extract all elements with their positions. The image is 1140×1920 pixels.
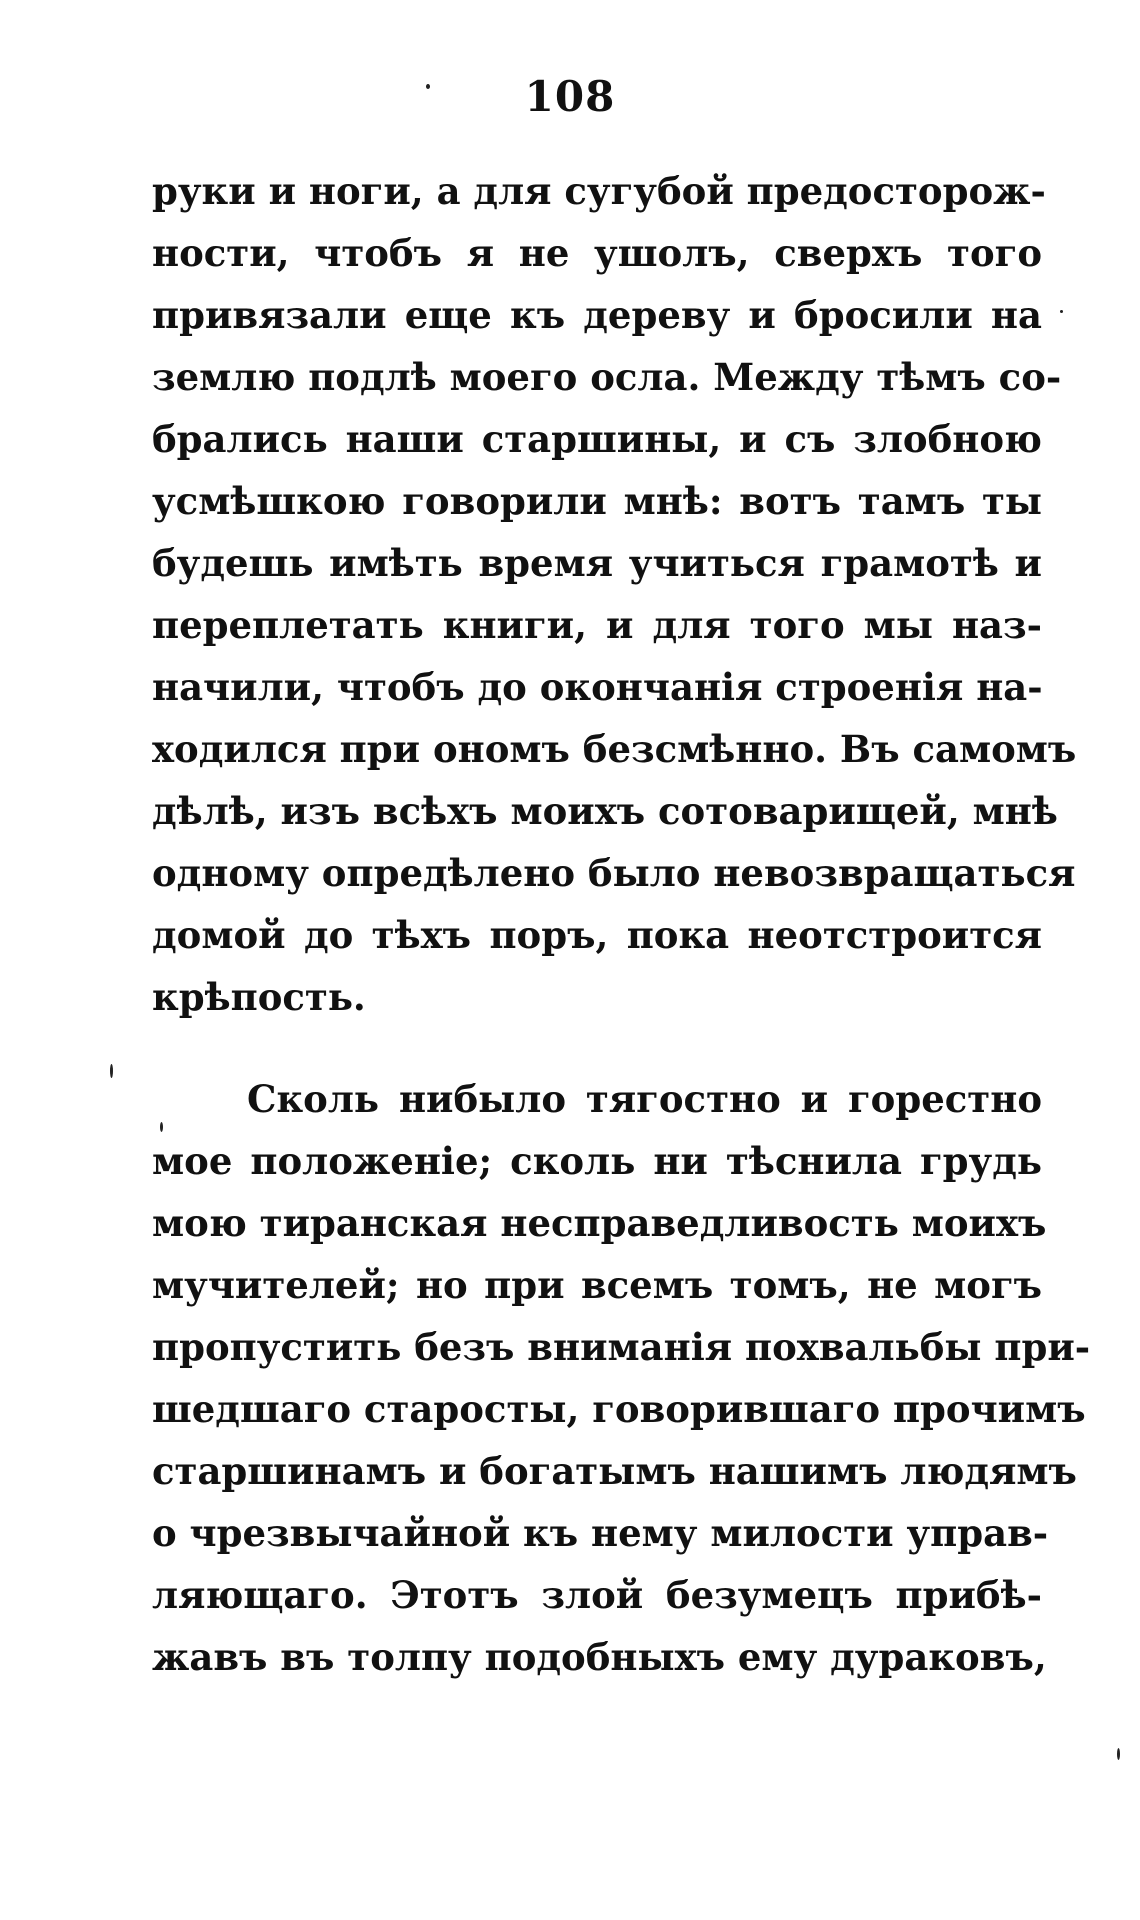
- text-line: начили, чтобъ до окончанія строенія на-: [152, 665, 1043, 709]
- scan-speck: [1117, 1748, 1120, 1760]
- text-line: Сколь нибыло тягостно и горестно: [247, 1077, 1042, 1121]
- text-line: привязали еще къ дереву и бросили на: [152, 293, 1042, 337]
- text-line: ходился при ономъ безсмѣнно. Въ самомъ: [152, 727, 1077, 771]
- text-line: жавъ въ толпу подобныхъ ему дураковъ,: [152, 1635, 1047, 1679]
- text-line: землю подлѣ моего осла. Между тѣмъ со-: [152, 355, 1062, 399]
- text-line: домой до тѣхъ поръ, пока неотстроится: [152, 913, 1042, 957]
- scan-speck: [426, 84, 430, 89]
- text-line: руки и ноги, а для сугубой предосторож-: [152, 169, 1046, 213]
- text-line: пропустить безъ вниманія похвальбы при-: [152, 1325, 1091, 1369]
- text-line: мою тиранская несправедливость моихъ: [152, 1201, 1047, 1245]
- text-line: одному опредѣлено было невозвращаться: [152, 851, 1076, 895]
- page-number: 108: [524, 72, 616, 121]
- text-line: мое положеніе; сколь ни тѣснила грудь: [152, 1139, 1042, 1183]
- text-line: крѣпость.: [152, 975, 366, 1019]
- text-line: шедшаго старосты, говорившаго прочимъ: [152, 1387, 1086, 1431]
- text-line: усмѣшкою говорили мнѣ: вотъ тамъ ты: [152, 479, 1042, 523]
- text-line: будешь имѣть время учиться грамотѣ и: [152, 541, 1042, 585]
- scan-speck: [1060, 310, 1063, 313]
- text-line: мучителей; но при всемъ томъ, не могъ: [152, 1263, 1042, 1307]
- text-line: старшинамъ и богатымъ нашимъ людямъ: [152, 1449, 1077, 1493]
- paragraph-1: [152, 160, 1077, 1028]
- text-line: дѣлѣ, изъ всѣхъ моихъ сотоварищей, мнѣ: [152, 789, 1058, 833]
- scan-speck: [160, 1122, 163, 1132]
- text-line: брались наши старшины, и съ злобною: [152, 417, 1042, 461]
- text-line: о чрезвычайной къ нему милости управ-: [152, 1511, 1049, 1555]
- text-line: ляющаго. Этотъ злой безумецъ прибѣ-: [152, 1573, 1042, 1617]
- text-line: переплетать книги, и для того мы наз-: [152, 603, 1042, 647]
- text-line: ности, чтобъ я не ушолъ, сверхъ того: [152, 231, 1042, 275]
- scan-speck: [110, 1064, 113, 1078]
- paragraph-2: [152, 1068, 1091, 1688]
